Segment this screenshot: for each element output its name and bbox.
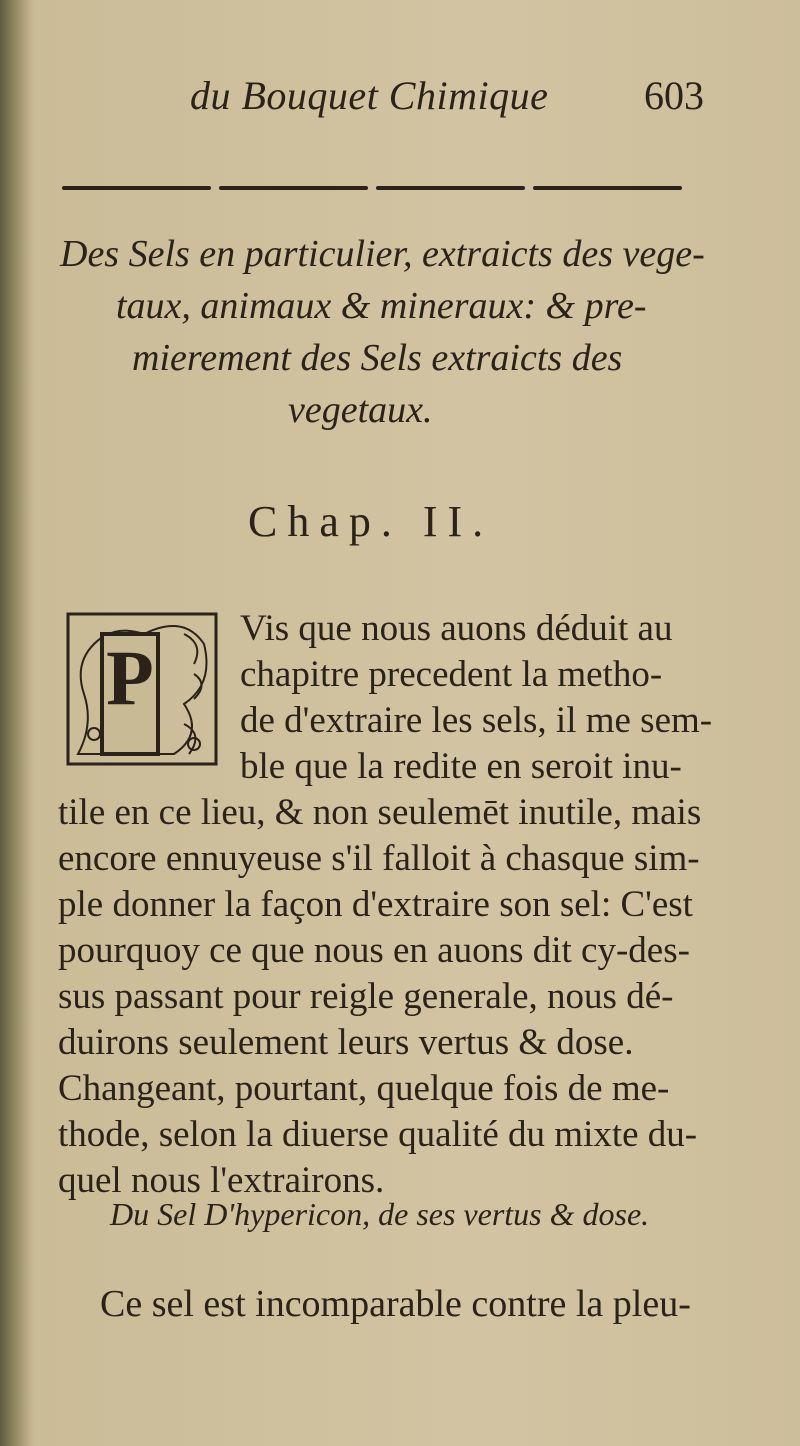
body-line: duirons seulement leurs vertus & dose.	[58, 1022, 634, 1063]
body-line: ple donner la façon d'extraire son sel: C'est	[58, 884, 693, 925]
body-text	[58, 606, 738, 1204]
body-line: Vis que nous auons déduit au	[240, 608, 673, 649]
body-line: pourquoy ce que nous en auons dit cy-des-	[58, 930, 690, 971]
body-line: sus passant pour reigle generale, nous dé-	[58, 976, 674, 1017]
ornamental-rule	[62, 184, 682, 192]
body-line: quel nous l'extrairons.	[58, 1160, 385, 1201]
page-number: 603	[644, 73, 704, 118]
body-line: de d'extraire les sels, il me sem-	[240, 700, 713, 741]
body-line: chapitre precedent la metho-	[240, 654, 663, 695]
heading-line: mierement des Sels extraicts des	[132, 337, 623, 379]
subheading: Du Sel D'hypericon, de ses vertus & dose.	[110, 1196, 650, 1232]
running-head-title: du Bouquet Chimique	[190, 73, 549, 118]
heading-line: taux, animaux & mineraux: & pre-	[116, 285, 647, 327]
body-line: thode, selon la diuerse qualité du mixte du-	[58, 1114, 698, 1155]
chapter-title: Chap. II.	[248, 497, 494, 546]
body-line: ble que la redite en seroit inu-	[240, 746, 682, 787]
section-heading	[60, 228, 740, 436]
last-line: Ce sel est incomparable contre la pleu-	[100, 1283, 691, 1325]
heading-line: Des Sels en particulier, extraicts des vege-	[60, 233, 705, 275]
heading-line: vegetaux.	[288, 389, 433, 431]
drop-cap-letter: P	[106, 634, 154, 721]
body-line: Changeant, pourtant, quelque fois de me-	[58, 1068, 670, 1109]
body-line: tile en ce lieu, & non seulemēt inutile, mais	[58, 792, 702, 833]
body-line: encore ennuyeuse s'il falloit à chasque sim-	[58, 838, 700, 879]
running-head	[0, 72, 800, 132]
